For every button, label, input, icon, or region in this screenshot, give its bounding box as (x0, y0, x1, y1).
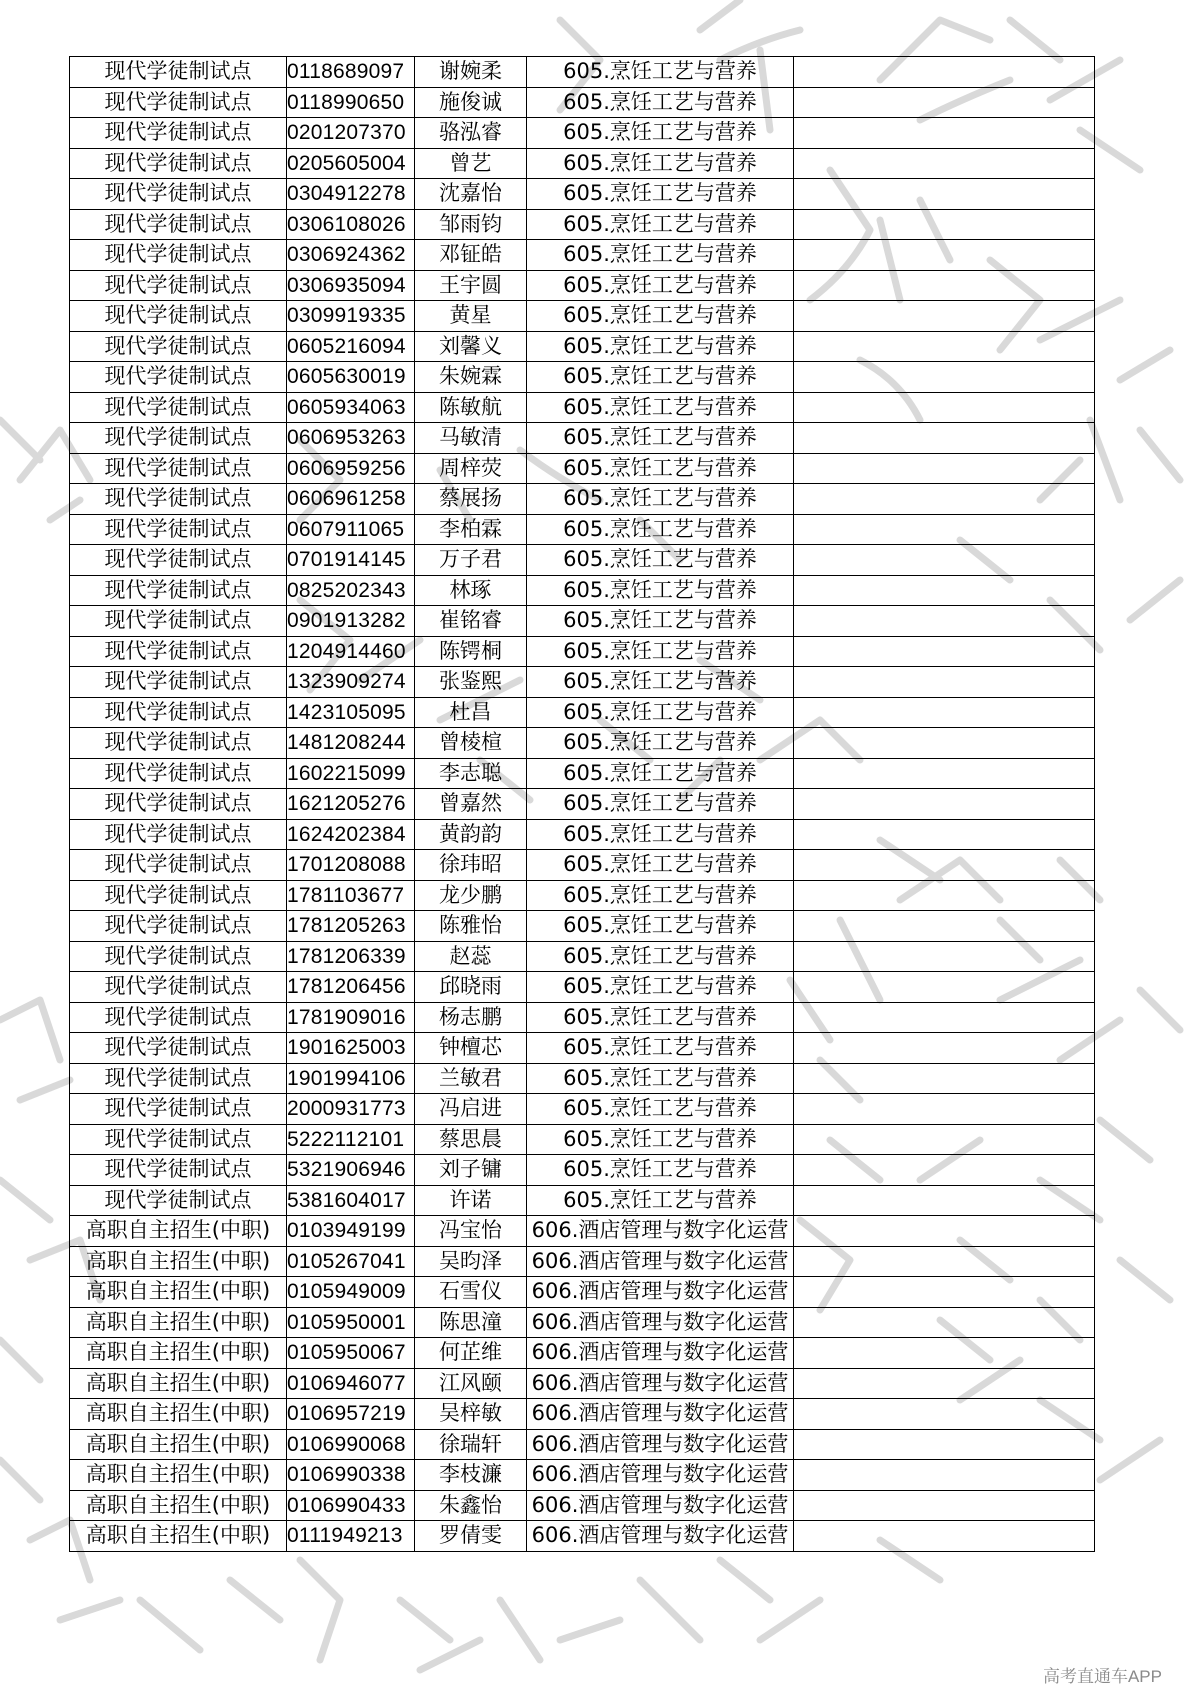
student-name-cell: 吴梓敏 (415, 1399, 527, 1430)
table-row (70, 606, 1095, 637)
candidate-number-cell: 1781103677 (287, 880, 415, 911)
table-row (70, 1155, 1095, 1186)
remark-cell (794, 575, 1095, 606)
admission-type-cell: 高职自主招生(中职) (70, 1338, 287, 1369)
student-name-cell: 许诺 (415, 1185, 527, 1216)
table-row (70, 728, 1095, 759)
remark-cell (794, 667, 1095, 698)
remark-cell (794, 819, 1095, 850)
candidate-number-cell: 0605630019 (287, 362, 415, 393)
table-row (70, 1063, 1095, 1094)
table-row (70, 148, 1095, 179)
admission-type-cell: 现代学徒制试点 (70, 1185, 287, 1216)
remark-cell (794, 728, 1095, 759)
table-row (70, 1033, 1095, 1064)
candidate-number-cell: 0607911065 (287, 514, 415, 545)
remark-cell (794, 423, 1095, 454)
major-cell: 606.酒店管理与数字化运营 (527, 1399, 794, 1430)
student-name-cell: 何芷维 (415, 1338, 527, 1369)
student-name-cell: 杨志鹏 (415, 1002, 527, 1033)
major-cell: 606.酒店管理与数字化运营 (527, 1216, 794, 1247)
admission-type-cell: 现代学徒制试点 (70, 1155, 287, 1186)
admission-type-cell: 高职自主招生(中职) (70, 1521, 287, 1552)
remark-cell (794, 1460, 1095, 1491)
candidate-number-cell: 5321906946 (287, 1155, 415, 1186)
candidate-number-cell: 1621205276 (287, 789, 415, 820)
student-name-cell: 徐玮昭 (415, 850, 527, 881)
candidate-number-cell: 0605216094 (287, 331, 415, 362)
admission-type-cell: 现代学徒制试点 (70, 1124, 287, 1155)
candidate-number-cell: 0606959256 (287, 453, 415, 484)
student-name-cell: 崔铭睿 (415, 606, 527, 637)
major-cell: 606.酒店管理与数字化运营 (527, 1368, 794, 1399)
candidate-number-cell: 0201207370 (287, 118, 415, 149)
table-row (70, 819, 1095, 850)
candidate-number-cell: 0306924362 (287, 240, 415, 271)
candidate-number-cell: 0606961258 (287, 484, 415, 515)
table-row (70, 1460, 1095, 1491)
student-name-cell: 蔡思晨 (415, 1124, 527, 1155)
table-row (70, 392, 1095, 423)
major-cell: 605.烹饪工艺与营养 (527, 758, 794, 789)
table-row (70, 209, 1095, 240)
major-cell: 605.烹饪工艺与营养 (527, 1063, 794, 1094)
admission-type-cell: 现代学徒制试点 (70, 545, 287, 576)
admission-type-cell: 高职自主招生(中职) (70, 1277, 287, 1308)
admission-type-cell: 现代学徒制试点 (70, 789, 287, 820)
student-name-cell: 黄星 (415, 301, 527, 332)
remark-cell (794, 57, 1095, 88)
student-name-cell: 朱婉霖 (415, 362, 527, 393)
student-name-cell: 陈思潼 (415, 1307, 527, 1338)
admission-type-cell: 现代学徒制试点 (70, 880, 287, 911)
candidate-number-cell: 0106990338 (287, 1460, 415, 1491)
table-row (70, 1399, 1095, 1430)
student-name-cell: 陈雅怡 (415, 911, 527, 942)
remark-cell (794, 1307, 1095, 1338)
admission-type-cell: 现代学徒制试点 (70, 758, 287, 789)
table-row (70, 941, 1095, 972)
admission-type-cell: 现代学徒制试点 (70, 697, 287, 728)
table-row (70, 57, 1095, 88)
candidate-number-cell: 1781206456 (287, 972, 415, 1003)
table-row (70, 87, 1095, 118)
candidate-number-cell: 0106946077 (287, 1368, 415, 1399)
admission-type-cell: 现代学徒制试点 (70, 453, 287, 484)
candidate-number-cell: 0205605004 (287, 148, 415, 179)
table-row (70, 1429, 1095, 1460)
table-row (70, 1307, 1095, 1338)
table-row (70, 362, 1095, 393)
major-cell: 606.酒店管理与数字化运营 (527, 1521, 794, 1552)
candidate-number-cell: 0105267041 (287, 1246, 415, 1277)
major-cell: 606.酒店管理与数字化运营 (527, 1338, 794, 1369)
remark-cell (794, 697, 1095, 728)
table-row (70, 1002, 1095, 1033)
table-row (70, 1185, 1095, 1216)
admission-type-cell: 现代学徒制试点 (70, 484, 287, 515)
table-row (70, 911, 1095, 942)
remark-cell (794, 1338, 1095, 1369)
admission-type-cell: 现代学徒制试点 (70, 667, 287, 698)
candidate-number-cell: 1901625003 (287, 1033, 415, 1064)
remark-cell (794, 911, 1095, 942)
major-cell: 605.烹饪工艺与营养 (527, 697, 794, 728)
remark-cell (794, 301, 1095, 332)
candidate-number-cell: 0309919335 (287, 301, 415, 332)
student-name-cell: 江风颐 (415, 1368, 527, 1399)
admission-type-cell: 现代学徒制试点 (70, 270, 287, 301)
remark-cell (794, 179, 1095, 210)
table-row (70, 1338, 1095, 1369)
remark-cell (794, 1277, 1095, 1308)
major-cell: 605.烹饪工艺与营养 (527, 240, 794, 271)
major-cell: 606.酒店管理与数字化运营 (527, 1246, 794, 1277)
major-cell: 606.酒店管理与数字化运营 (527, 1429, 794, 1460)
remark-cell (794, 941, 1095, 972)
candidate-number-cell: 0105950001 (287, 1307, 415, 1338)
footer-brand: 高考直通车APP (1042, 1667, 1162, 1686)
student-name-cell: 李志聪 (415, 758, 527, 789)
major-cell: 605.烹饪工艺与营养 (527, 575, 794, 606)
admission-type-cell: 现代学徒制试点 (70, 209, 287, 240)
table-row (70, 270, 1095, 301)
remark-cell (794, 789, 1095, 820)
major-cell: 605.烹饪工艺与营养 (527, 392, 794, 423)
major-cell: 605.烹饪工艺与营养 (527, 209, 794, 240)
major-cell: 605.烹饪工艺与营养 (527, 972, 794, 1003)
admission-type-cell: 现代学徒制试点 (70, 972, 287, 1003)
student-name-cell: 万子君 (415, 545, 527, 576)
remark-cell (794, 209, 1095, 240)
table-row (70, 697, 1095, 728)
admission-type-cell: 现代学徒制试点 (70, 179, 287, 210)
admission-type-cell: 现代学徒制试点 (70, 1033, 287, 1064)
table-row (70, 789, 1095, 820)
admission-type-cell: 现代学徒制试点 (70, 392, 287, 423)
admission-type-cell: 高职自主招生(中职) (70, 1216, 287, 1247)
student-name-cell: 周梓荧 (415, 453, 527, 484)
student-name-cell: 李柏霖 (415, 514, 527, 545)
student-name-cell: 曾棱楦 (415, 728, 527, 759)
remark-cell (794, 1063, 1095, 1094)
candidate-number-cell: 0105950067 (287, 1338, 415, 1369)
major-cell: 605.烹饪工艺与营养 (527, 1124, 794, 1155)
major-cell: 605.烹饪工艺与营养 (527, 1033, 794, 1064)
admission-type-cell: 现代学徒制试点 (70, 301, 287, 332)
student-name-cell: 刘馨义 (415, 331, 527, 362)
major-cell: 605.烹饪工艺与营养 (527, 87, 794, 118)
student-name-cell: 石雪仪 (415, 1277, 527, 1308)
remark-cell (794, 606, 1095, 637)
remark-cell (794, 1429, 1095, 1460)
admission-type-cell: 现代学徒制试点 (70, 240, 287, 271)
student-name-cell: 龙少鹏 (415, 880, 527, 911)
table-row (70, 1124, 1095, 1155)
admission-type-cell: 现代学徒制试点 (70, 148, 287, 179)
admission-type-cell: 高职自主招生(中职) (70, 1307, 287, 1338)
student-name-cell: 兰敏君 (415, 1063, 527, 1094)
table-row (70, 1521, 1095, 1552)
student-name-cell: 马敏清 (415, 423, 527, 454)
table-row (70, 1094, 1095, 1125)
candidate-number-cell: 0825202343 (287, 575, 415, 606)
admission-type-cell: 现代学徒制试点 (70, 514, 287, 545)
student-name-cell: 王宇圆 (415, 270, 527, 301)
table-row (70, 636, 1095, 667)
candidate-number-cell: 1781909016 (287, 1002, 415, 1033)
major-cell: 605.烹饪工艺与营养 (527, 514, 794, 545)
candidate-number-cell: 1781206339 (287, 941, 415, 972)
major-cell: 605.烹饪工艺与营养 (527, 1094, 794, 1125)
student-name-cell: 陈锷桐 (415, 636, 527, 667)
student-name-cell: 林琢 (415, 575, 527, 606)
admission-type-cell: 现代学徒制试点 (70, 911, 287, 942)
major-cell: 605.烹饪工艺与营养 (527, 941, 794, 972)
student-name-cell: 徐瑞轩 (415, 1429, 527, 1460)
candidate-number-cell: 1701208088 (287, 850, 415, 881)
table-row (70, 758, 1095, 789)
table-row (70, 880, 1095, 911)
student-name-cell: 吴昀泽 (415, 1246, 527, 1277)
candidate-number-cell: 1624202384 (287, 819, 415, 850)
student-name-cell: 邹雨钧 (415, 209, 527, 240)
admission-type-cell: 高职自主招生(中职) (70, 1429, 287, 1460)
remark-cell (794, 636, 1095, 667)
student-name-cell: 赵蕊 (415, 941, 527, 972)
admission-type-cell: 现代学徒制试点 (70, 941, 287, 972)
remark-cell (794, 392, 1095, 423)
student-name-cell: 谢婉柔 (415, 57, 527, 88)
remark-cell (794, 118, 1095, 149)
student-name-cell: 刘子镛 (415, 1155, 527, 1186)
remark-cell (794, 1521, 1095, 1552)
student-name-cell: 邓钲皓 (415, 240, 527, 271)
candidate-number-cell: 0605934063 (287, 392, 415, 423)
table-body (70, 57, 1095, 1552)
student-name-cell: 钟檀芯 (415, 1033, 527, 1064)
candidate-number-cell: 0106957219 (287, 1399, 415, 1430)
candidate-number-cell: 0701914145 (287, 545, 415, 576)
candidate-number-cell: 2000931773 (287, 1094, 415, 1125)
major-cell: 605.烹饪工艺与营养 (527, 636, 794, 667)
remark-cell (794, 1368, 1095, 1399)
major-cell: 605.烹饪工艺与营养 (527, 179, 794, 210)
student-name-cell: 朱鑫怡 (415, 1490, 527, 1521)
candidate-number-cell: 1602215099 (287, 758, 415, 789)
admission-type-cell: 现代学徒制试点 (70, 636, 287, 667)
admission-type-cell: 现代学徒制试点 (70, 362, 287, 393)
admission-type-cell: 高职自主招生(中职) (70, 1490, 287, 1521)
major-cell: 605.烹饪工艺与营养 (527, 362, 794, 393)
admission-type-cell: 现代学徒制试点 (70, 57, 287, 88)
major-cell: 605.烹饪工艺与营养 (527, 118, 794, 149)
candidate-number-cell: 0106990068 (287, 1429, 415, 1460)
remark-cell (794, 331, 1095, 362)
table-row (70, 301, 1095, 332)
major-cell: 605.烹饪工艺与营养 (527, 667, 794, 698)
candidate-number-cell: 0106990433 (287, 1490, 415, 1521)
student-name-cell: 罗倩雯 (415, 1521, 527, 1552)
major-cell: 606.酒店管理与数字化运营 (527, 1277, 794, 1308)
major-cell: 605.烹饪工艺与营养 (527, 148, 794, 179)
remark-cell (794, 484, 1095, 515)
major-cell: 605.烹饪工艺与营养 (527, 331, 794, 362)
student-name-cell: 杜昌 (415, 697, 527, 728)
remark-cell (794, 1185, 1095, 1216)
table-row (70, 118, 1095, 149)
candidate-number-cell: 0118990650 (287, 87, 415, 118)
table-row (70, 1368, 1095, 1399)
table-row (70, 1490, 1095, 1521)
candidate-number-cell: 0901913282 (287, 606, 415, 637)
remark-cell (794, 1033, 1095, 1064)
remark-cell (794, 453, 1095, 484)
major-cell: 605.烹饪工艺与营养 (527, 270, 794, 301)
table-row (70, 575, 1095, 606)
major-cell: 605.烹饪工艺与营养 (527, 423, 794, 454)
candidate-number-cell: 1781205263 (287, 911, 415, 942)
table-row (70, 1216, 1095, 1247)
remark-cell (794, 1155, 1095, 1186)
table-row (70, 972, 1095, 1003)
admission-type-cell: 现代学徒制试点 (70, 1063, 287, 1094)
student-name-cell: 冯宝怡 (415, 1216, 527, 1247)
remark-cell (794, 1490, 1095, 1521)
major-cell: 605.烹饪工艺与营养 (527, 606, 794, 637)
remark-cell (794, 1216, 1095, 1247)
candidate-number-cell: 0105949009 (287, 1277, 415, 1308)
admission-type-cell: 现代学徒制试点 (70, 423, 287, 454)
candidate-number-cell: 1204914460 (287, 636, 415, 667)
remark-cell (794, 850, 1095, 881)
remark-cell (794, 1246, 1095, 1277)
table-row (70, 667, 1095, 698)
table-row (70, 1246, 1095, 1277)
major-cell: 605.烹饪工艺与营养 (527, 819, 794, 850)
admission-type-cell: 现代学徒制试点 (70, 819, 287, 850)
student-name-cell: 李枝濂 (415, 1460, 527, 1491)
student-name-cell: 曾嘉然 (415, 789, 527, 820)
candidate-number-cell: 0306108026 (287, 209, 415, 240)
remark-cell (794, 1094, 1095, 1125)
admission-type-cell: 高职自主招生(中职) (70, 1246, 287, 1277)
student-name-cell: 张鉴熙 (415, 667, 527, 698)
major-cell: 606.酒店管理与数字化运营 (527, 1307, 794, 1338)
candidate-number-cell: 1481208244 (287, 728, 415, 759)
table-row (70, 484, 1095, 515)
remark-cell (794, 1002, 1095, 1033)
major-cell: 605.烹饪工艺与营养 (527, 453, 794, 484)
admission-table (69, 56, 1095, 1552)
remark-cell (794, 87, 1095, 118)
major-cell: 605.烹饪工艺与营养 (527, 545, 794, 576)
major-cell: 605.烹饪工艺与营养 (527, 1155, 794, 1186)
table-row (70, 453, 1095, 484)
remark-cell (794, 758, 1095, 789)
table-row (70, 545, 1095, 576)
admission-type-cell: 高职自主招生(中职) (70, 1460, 287, 1491)
remark-cell (794, 545, 1095, 576)
remark-cell (794, 148, 1095, 179)
table-row (70, 331, 1095, 362)
candidate-number-cell: 5222112101 (287, 1124, 415, 1155)
major-cell: 605.烹饪工艺与营养 (527, 301, 794, 332)
remark-cell (794, 514, 1095, 545)
candidate-number-cell: 5381604017 (287, 1185, 415, 1216)
remark-cell (794, 972, 1095, 1003)
remark-cell (794, 240, 1095, 271)
major-cell: 605.烹饪工艺与营养 (527, 1002, 794, 1033)
remark-cell (794, 362, 1095, 393)
major-cell: 605.烹饪工艺与营养 (527, 789, 794, 820)
candidate-number-cell: 1901994106 (287, 1063, 415, 1094)
admission-type-cell: 现代学徒制试点 (70, 331, 287, 362)
major-cell: 605.烹饪工艺与营养 (527, 484, 794, 515)
student-name-cell: 沈嘉怡 (415, 179, 527, 210)
candidate-number-cell: 0118689097 (287, 57, 415, 88)
student-name-cell: 黄韵韵 (415, 819, 527, 850)
admission-type-cell: 现代学徒制试点 (70, 606, 287, 637)
remark-cell (794, 880, 1095, 911)
major-cell: 605.烹饪工艺与营养 (527, 1185, 794, 1216)
major-cell: 605.烹饪工艺与营养 (527, 880, 794, 911)
student-name-cell: 蔡展扬 (415, 484, 527, 515)
remark-cell (794, 1399, 1095, 1430)
candidate-number-cell: 0103949199 (287, 1216, 415, 1247)
student-name-cell: 冯启进 (415, 1094, 527, 1125)
major-cell: 605.烹饪工艺与营养 (527, 57, 794, 88)
major-cell: 606.酒店管理与数字化运营 (527, 1460, 794, 1491)
table-row (70, 240, 1095, 271)
student-name-cell: 曾艺 (415, 148, 527, 179)
candidate-number-cell: 0304912278 (287, 179, 415, 210)
admission-type-cell: 高职自主招生(中职) (70, 1399, 287, 1430)
major-cell: 605.烹饪工艺与营养 (527, 850, 794, 881)
student-name-cell: 骆泓睿 (415, 118, 527, 149)
student-name-cell: 邱晓雨 (415, 972, 527, 1003)
table-row (70, 1277, 1095, 1308)
admission-type-cell: 现代学徒制试点 (70, 728, 287, 759)
admission-type-cell: 现代学徒制试点 (70, 118, 287, 149)
major-cell: 606.酒店管理与数字化运营 (527, 1490, 794, 1521)
candidate-number-cell: 0111949213 (287, 1521, 415, 1552)
admission-type-cell: 现代学徒制试点 (70, 87, 287, 118)
admission-type-cell: 高职自主招生(中职) (70, 1368, 287, 1399)
candidate-number-cell: 0306935094 (287, 270, 415, 301)
remark-cell (794, 1124, 1095, 1155)
table-row (70, 514, 1095, 545)
admission-type-cell: 现代学徒制试点 (70, 575, 287, 606)
major-cell: 605.烹饪工艺与营养 (527, 728, 794, 759)
table-row (70, 423, 1095, 454)
admission-type-cell: 现代学徒制试点 (70, 1094, 287, 1125)
student-name-cell: 施俊诚 (415, 87, 527, 118)
admission-type-cell: 现代学徒制试点 (70, 1002, 287, 1033)
candidate-number-cell: 1323909274 (287, 667, 415, 698)
candidate-number-cell: 0606953263 (287, 423, 415, 454)
candidate-number-cell: 1423105095 (287, 697, 415, 728)
table-row (70, 850, 1095, 881)
admission-type-cell: 现代学徒制试点 (70, 850, 287, 881)
table-row (70, 179, 1095, 210)
student-name-cell: 陈敏航 (415, 392, 527, 423)
major-cell: 605.烹饪工艺与营养 (527, 911, 794, 942)
remark-cell (794, 270, 1095, 301)
